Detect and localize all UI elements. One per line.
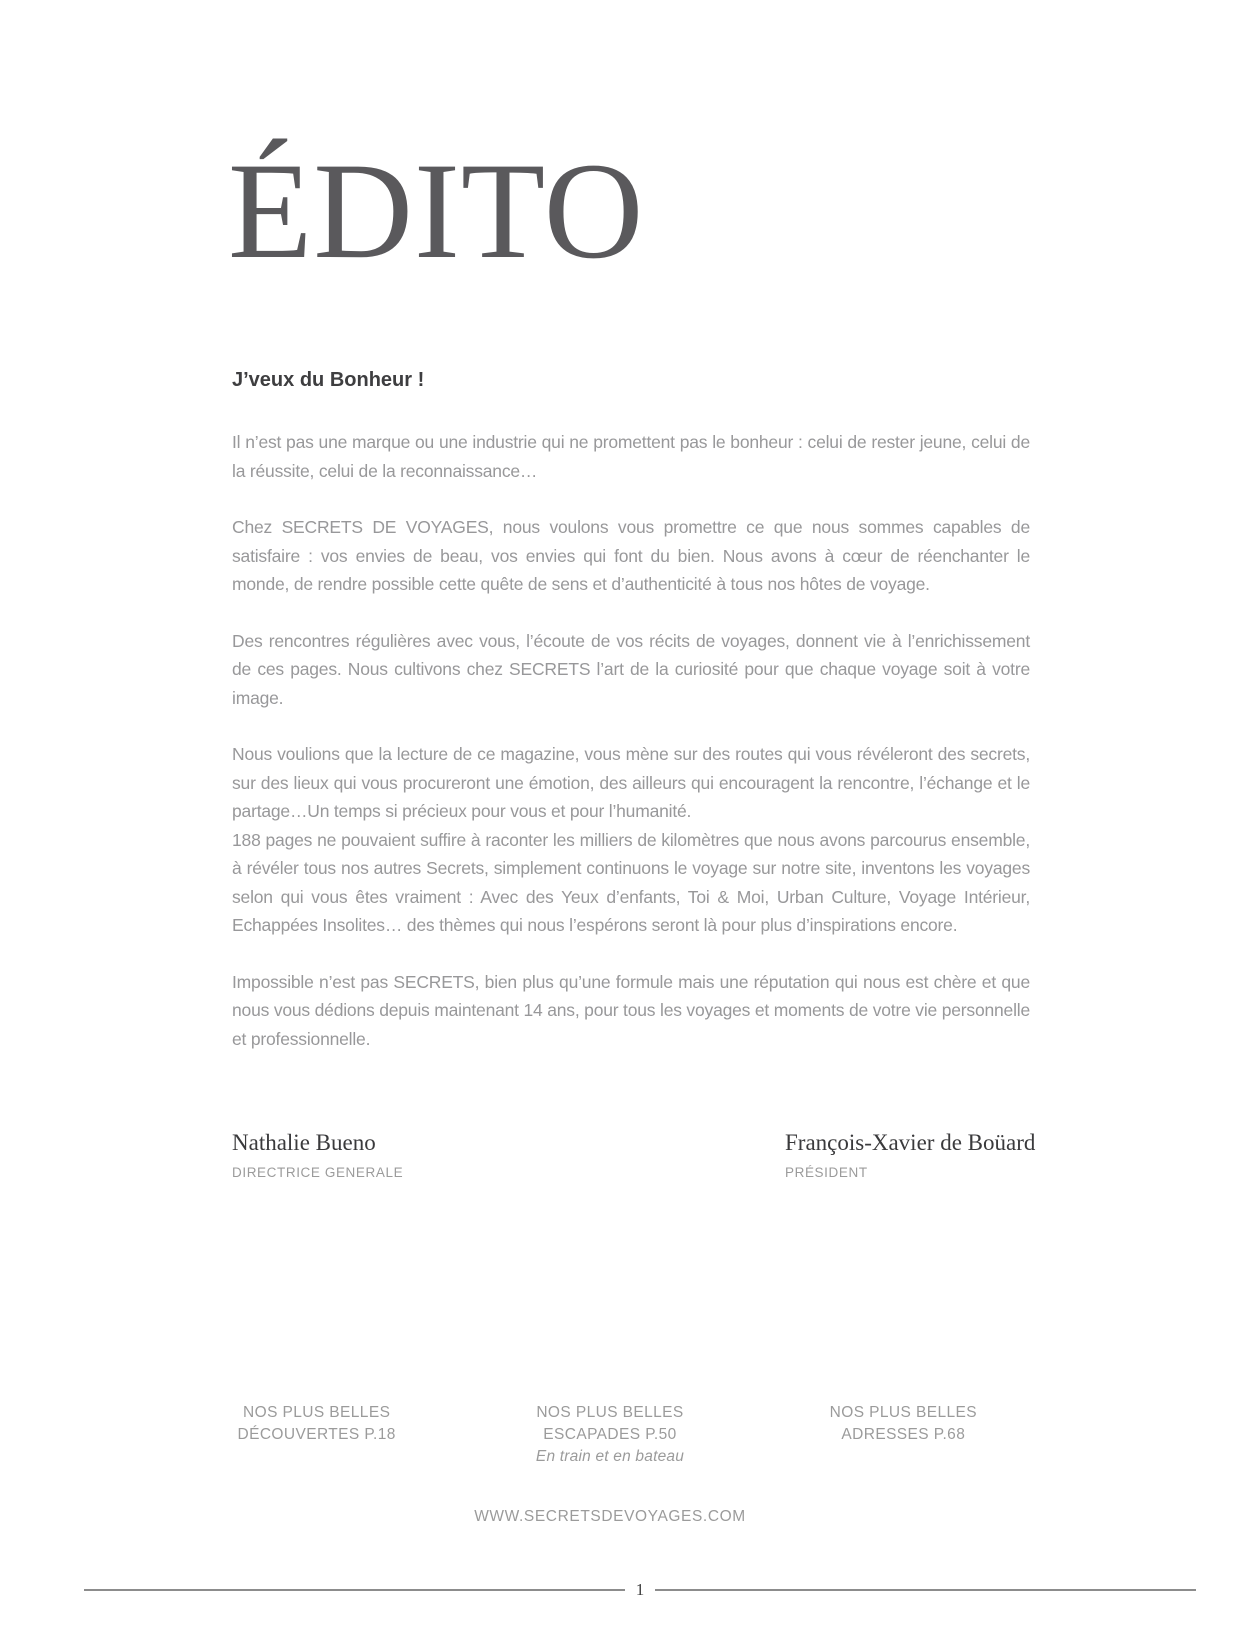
- page-footer: [84, 1579, 1196, 1601]
- toc-line2: DÉCOUVERTES P.18: [237, 1426, 396, 1443]
- signature-name: François-Xavier de Boüard: [785, 1130, 1036, 1155]
- toc-item-escapades: [463, 1402, 756, 1468]
- toc-teasers: [170, 1402, 1050, 1468]
- edito-article: [232, 368, 1030, 1081]
- article-heading: J’veux du Bonheur !: [232, 369, 425, 391]
- footer-rule-left: [84, 1589, 625, 1591]
- toc-item-adresses: [757, 1402, 1050, 1468]
- signature-directrice: [232, 1130, 403, 1181]
- edito-paragraph-6: Impossible n’est pas SECRETS, bien plus qu’une formule mais une réputation qui nous est chère et que nous vous dédions depuis maintenant 14 ans, pour tous les voyages et moments de votre vie personnelle et professionnelle.: [232, 971, 1030, 1049]
- signature-name: Nathalie Bueno: [232, 1130, 376, 1155]
- toc-line1: NOS PLUS BELLES: [536, 1404, 684, 1421]
- edito-paragraph-3: Des rencontres régulières avec vous, l’écoute de vos récits de voyages, donnent vie à l’enrichissement de ces pages. Nous cultivons chez SECRETS l’art de la curiosité pour que chaque voyage soit à votre image.: [232, 630, 1030, 708]
- toc-line1: NOS PLUS BELLES: [829, 1404, 977, 1421]
- toc-line2: ADRESSES P.68: [841, 1426, 966, 1443]
- edito-paragraph-4: Nous voulions que la lecture de ce magazine, vous mène sur des routes qui vous révéleront des secrets, sur des lieux qui vous procureront une émotion, des ailleurs qui encouragent la rencontre, l’échange et le partage…Un temps si précieux pour vous et pour l’humanité.: [232, 744, 1030, 821]
- toc-line1: NOS PLUS BELLES: [243, 1404, 391, 1421]
- toc-note: En train et en bateau: [535, 1448, 685, 1465]
- edito-paragraph-1: Il n’est pas une marque ou une industrie qui ne promettent pas le bonheur : celui de rester jeune, celui de la réussite, celui de la reconnaissance…: [232, 432, 1030, 481]
- page-title: ÉDITO: [228, 134, 645, 287]
- page-number: 1: [635, 1580, 645, 1599]
- edito-paragraph-5: 188 pages ne pouvaient suffire à raconter les milliers de kilomètres que nous avons parcourus ensemble, à révéler tous nos autres Secrets, simplement continuons le voyage sur notre site, inventons les voyages selon qui vous êtes vraiment : Avec des Yeux d’enfants, Toi & Moi, Urban Culture, Voyage Intérieur, Echappées Insolites… des thèmes qui nous l’espérons seront là pour plus d’inspirations encore.: [232, 829, 1030, 935]
- signature-president: [785, 1130, 1035, 1181]
- signature-role: DIRECTRICE GENERALE: [232, 1165, 404, 1180]
- signature-role: PRÉSIDENT: [785, 1165, 868, 1180]
- toc-line2: ESCAPADES P.50: [543, 1426, 677, 1443]
- toc-item-decouvertes: [170, 1402, 463, 1468]
- signatures: [232, 1130, 1036, 1190]
- footer-rule-right: [655, 1589, 1196, 1591]
- edito-paragraph-2: Chez SECRETS DE VOYAGES, nous voulons vous promettre ce que nous sommes capables de satisfaire : vos envies de beau, vos envies qui font du bien. Nous avons à cœur de réenchanter le monde, de rendre possible cette quête de sens et d’authenticité à tous nos hôtes de voyage.: [232, 517, 1030, 594]
- website-url: WWW.SECRETSDEVOYAGES.COM: [474, 1508, 746, 1525]
